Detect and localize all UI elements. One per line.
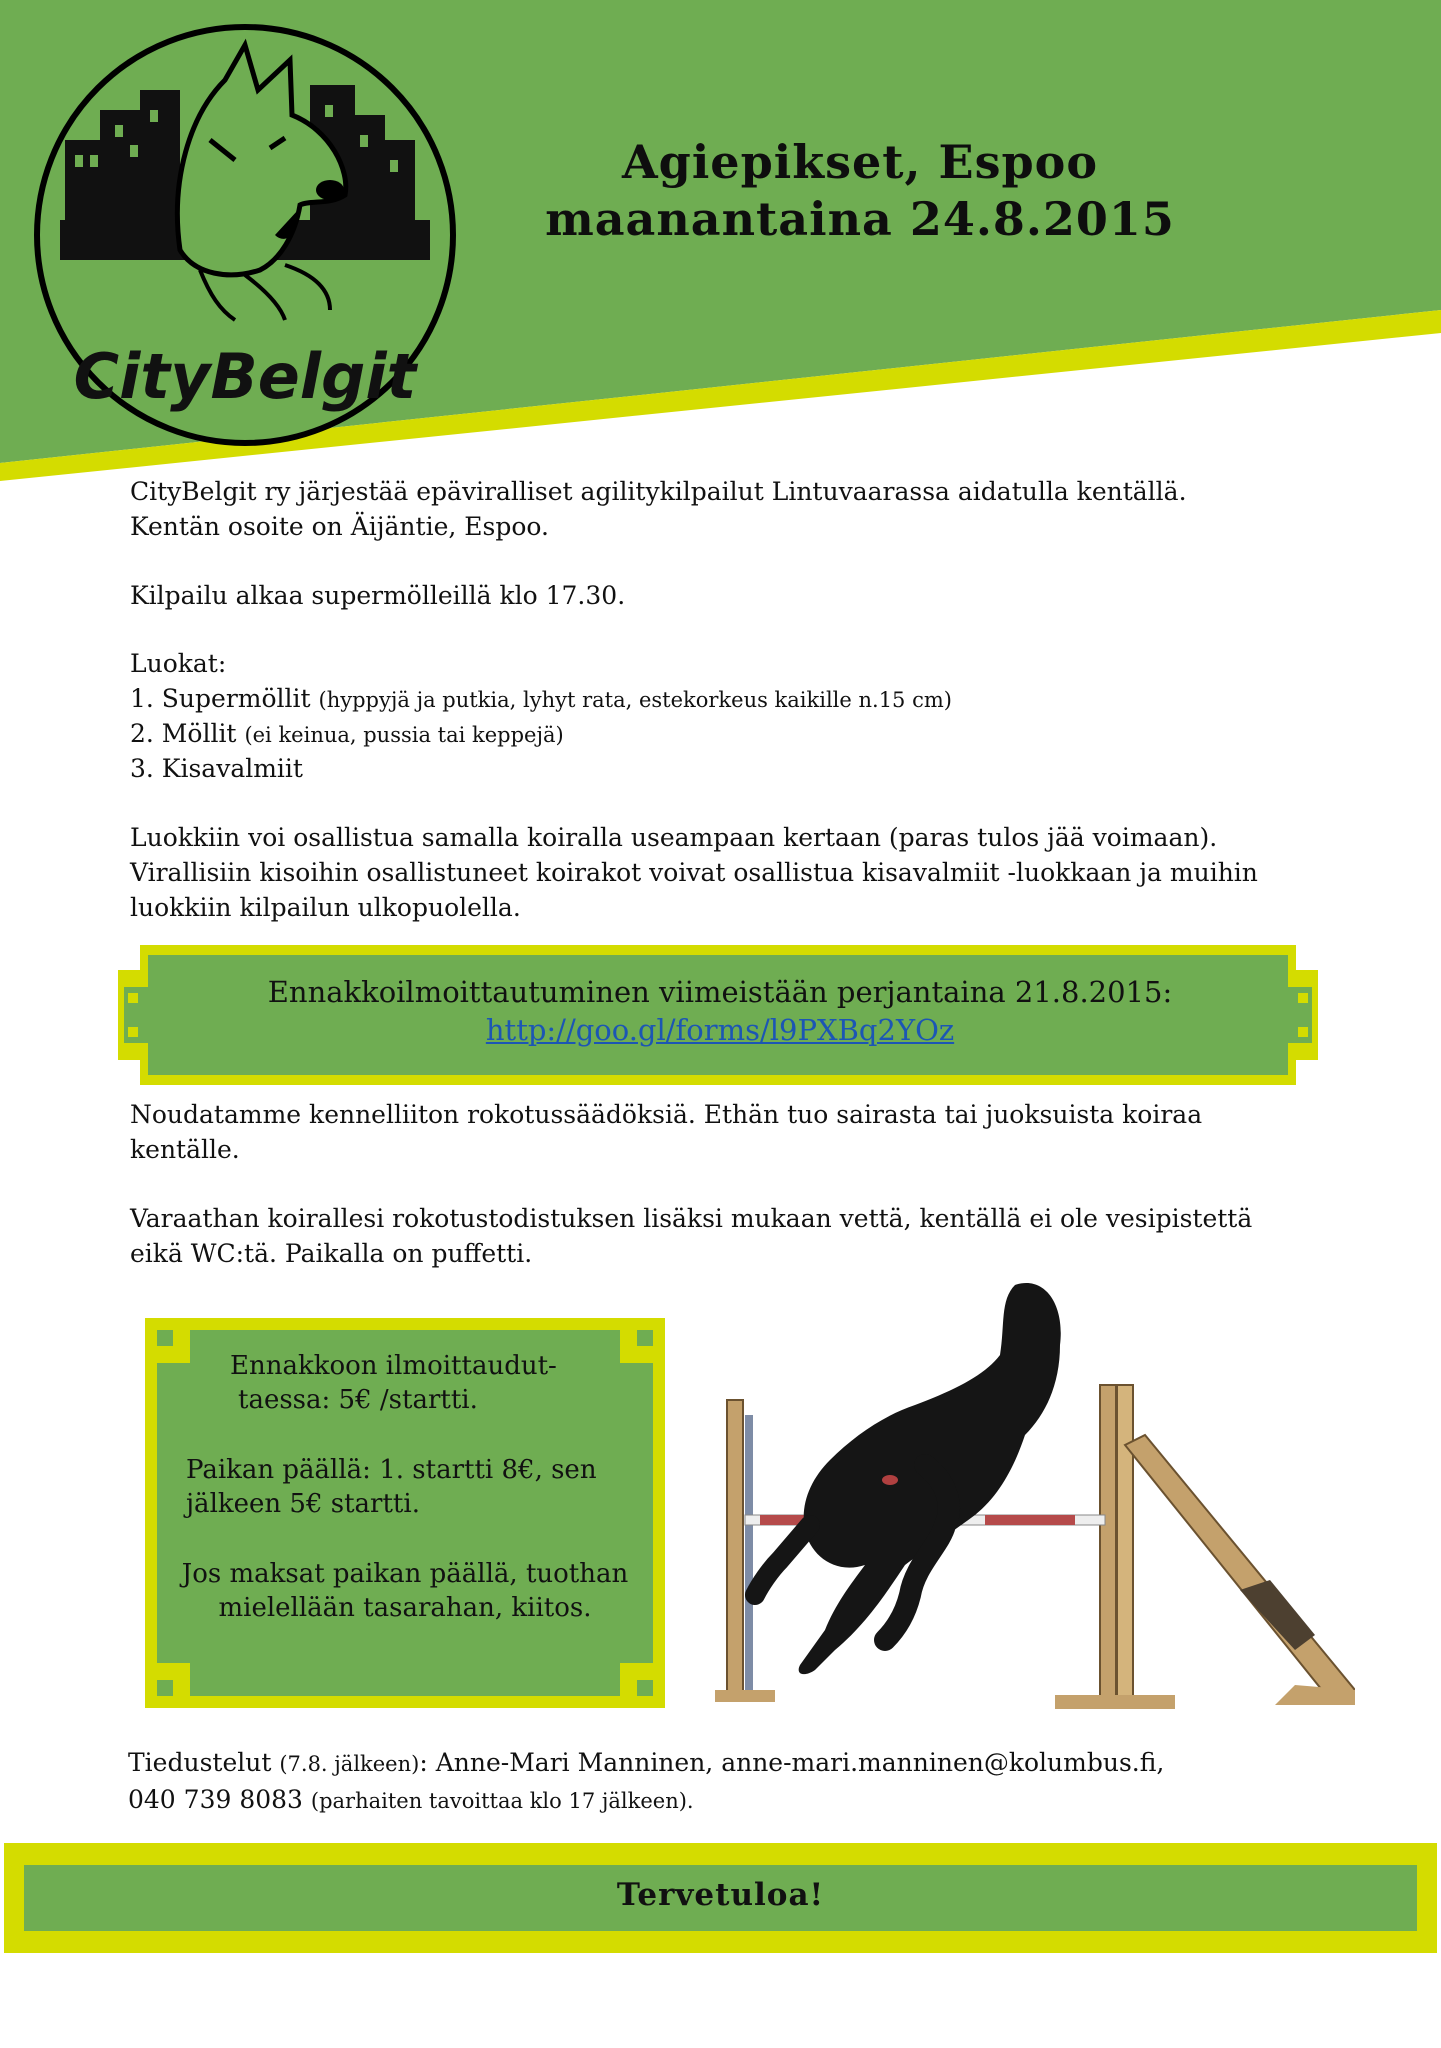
contact-info bbox=[128, 1745, 1164, 1819]
class-label: 1. Supermöllit bbox=[130, 684, 311, 713]
contact-note: (7.8. jälkeen) bbox=[279, 1752, 420, 1776]
classes-heading: Luokat: bbox=[130, 649, 227, 678]
water-line-2: eikä WC:tä. Paikalla on puffetti. bbox=[130, 1239, 533, 1268]
price-advance bbox=[230, 1349, 590, 1417]
start-time: Kilpailu alkaa supermölleillä klo 17.30. bbox=[130, 581, 626, 610]
class-label: 2. Möllit bbox=[130, 719, 237, 748]
participation-line-1: Luokkiin voi osallistua samalla koiralla useampaan kertaan (paras tulos jää voimaan). bbox=[130, 823, 1218, 852]
registration-link[interactable]: http://goo.gl/forms/l9PXBq2YOz bbox=[485, 1013, 955, 1047]
participation-line-2: Virallisiin kisoihin osallistuneet koirakot voivat osallistua kisavalmiit -luokkaan ja muihin bbox=[130, 858, 1258, 887]
title-line-1: Agiepikset, Espoo bbox=[621, 135, 1099, 189]
logo-text: CityBelgit bbox=[73, 340, 417, 413]
registration-text: Ennakkoilmoittautuminen viimeistään perjantaina 21.8.2015: bbox=[267, 975, 1173, 1009]
water-paragraph bbox=[130, 1201, 1252, 1271]
price-onsite-line-1: Paikan päällä: 1. startti 8€, sen bbox=[186, 1455, 597, 1485]
vaccination-line-2: kentälle. bbox=[130, 1135, 240, 1164]
contact-phone: 040 739 8083 bbox=[128, 1785, 303, 1814]
price-onsite bbox=[186, 1453, 606, 1521]
price-cash-line-2: mielellään tasarahan, kiitos. bbox=[218, 1593, 592, 1623]
class-item bbox=[130, 751, 952, 786]
title-line-2: maanantaina 24.8.2015 bbox=[545, 192, 1175, 246]
class-note: (hyppyjä ja putkia, lyhyt rata, estekorkeus kaikille n.15 cm) bbox=[318, 688, 952, 712]
participation-paragraph bbox=[130, 820, 1258, 925]
class-note: (ei keinua, pussia tai keppejä) bbox=[244, 723, 564, 747]
price-cash bbox=[180, 1557, 630, 1625]
welcome-text: Tervetuloa! bbox=[616, 1877, 825, 1913]
price-advance-line-1: Ennakkoon ilmoittaudut- bbox=[230, 1351, 557, 1381]
class-item bbox=[130, 681, 952, 716]
contact-line-1 bbox=[128, 1745, 1164, 1782]
price-onsite-line-2: jälkeen 5€ startti. bbox=[186, 1489, 420, 1519]
registration-box bbox=[180, 973, 1260, 1049]
price-advance-line-2: taessa: 5€ /startti. bbox=[238, 1385, 478, 1415]
water-line-1: Varaathan koirallesi rokotustodistuksen lisäksi mukaan vettä, kentällä ei ole vesipistettä bbox=[130, 1204, 1253, 1233]
price-cash-line-1: Jos maksat paikan päällä, tuothan bbox=[181, 1559, 629, 1589]
intro-line-1: CityBelgit ry järjestää epäviralliset agilitykilpailut Lintuvaarassa aidatulla kentällä. bbox=[130, 477, 1187, 506]
agility-jump-photo bbox=[715, 1265, 1355, 1725]
citybelgit-logo bbox=[30, 20, 460, 450]
participation-line-3: luokkiin kilpailun ulkopuolella. bbox=[130, 893, 521, 922]
intro-line-2: Kentän osoite on Äijäntie, Espoo. bbox=[130, 512, 549, 541]
class-item bbox=[130, 716, 952, 751]
class-label: 3. Kisavalmiit bbox=[130, 754, 303, 783]
contact-main: : Anne-Mari Manninen, anne-mari.manninen@kolumbus.fi, bbox=[419, 1748, 1165, 1777]
vaccination-line-1: Noudatamme kennelliiton rokotussäädöksiä. Ethän tuo sairasta tai juoksuista koiraa bbox=[130, 1100, 1203, 1129]
intro-paragraph bbox=[130, 474, 1187, 544]
contact-hours: (parhaiten tavoittaa klo 17 jälkeen). bbox=[310, 1789, 694, 1813]
classes-list bbox=[130, 646, 952, 786]
contact-line-2 bbox=[128, 1782, 1164, 1819]
vaccination-paragraph bbox=[130, 1097, 1202, 1167]
contact-prefix: Tiedustelut bbox=[128, 1748, 272, 1777]
